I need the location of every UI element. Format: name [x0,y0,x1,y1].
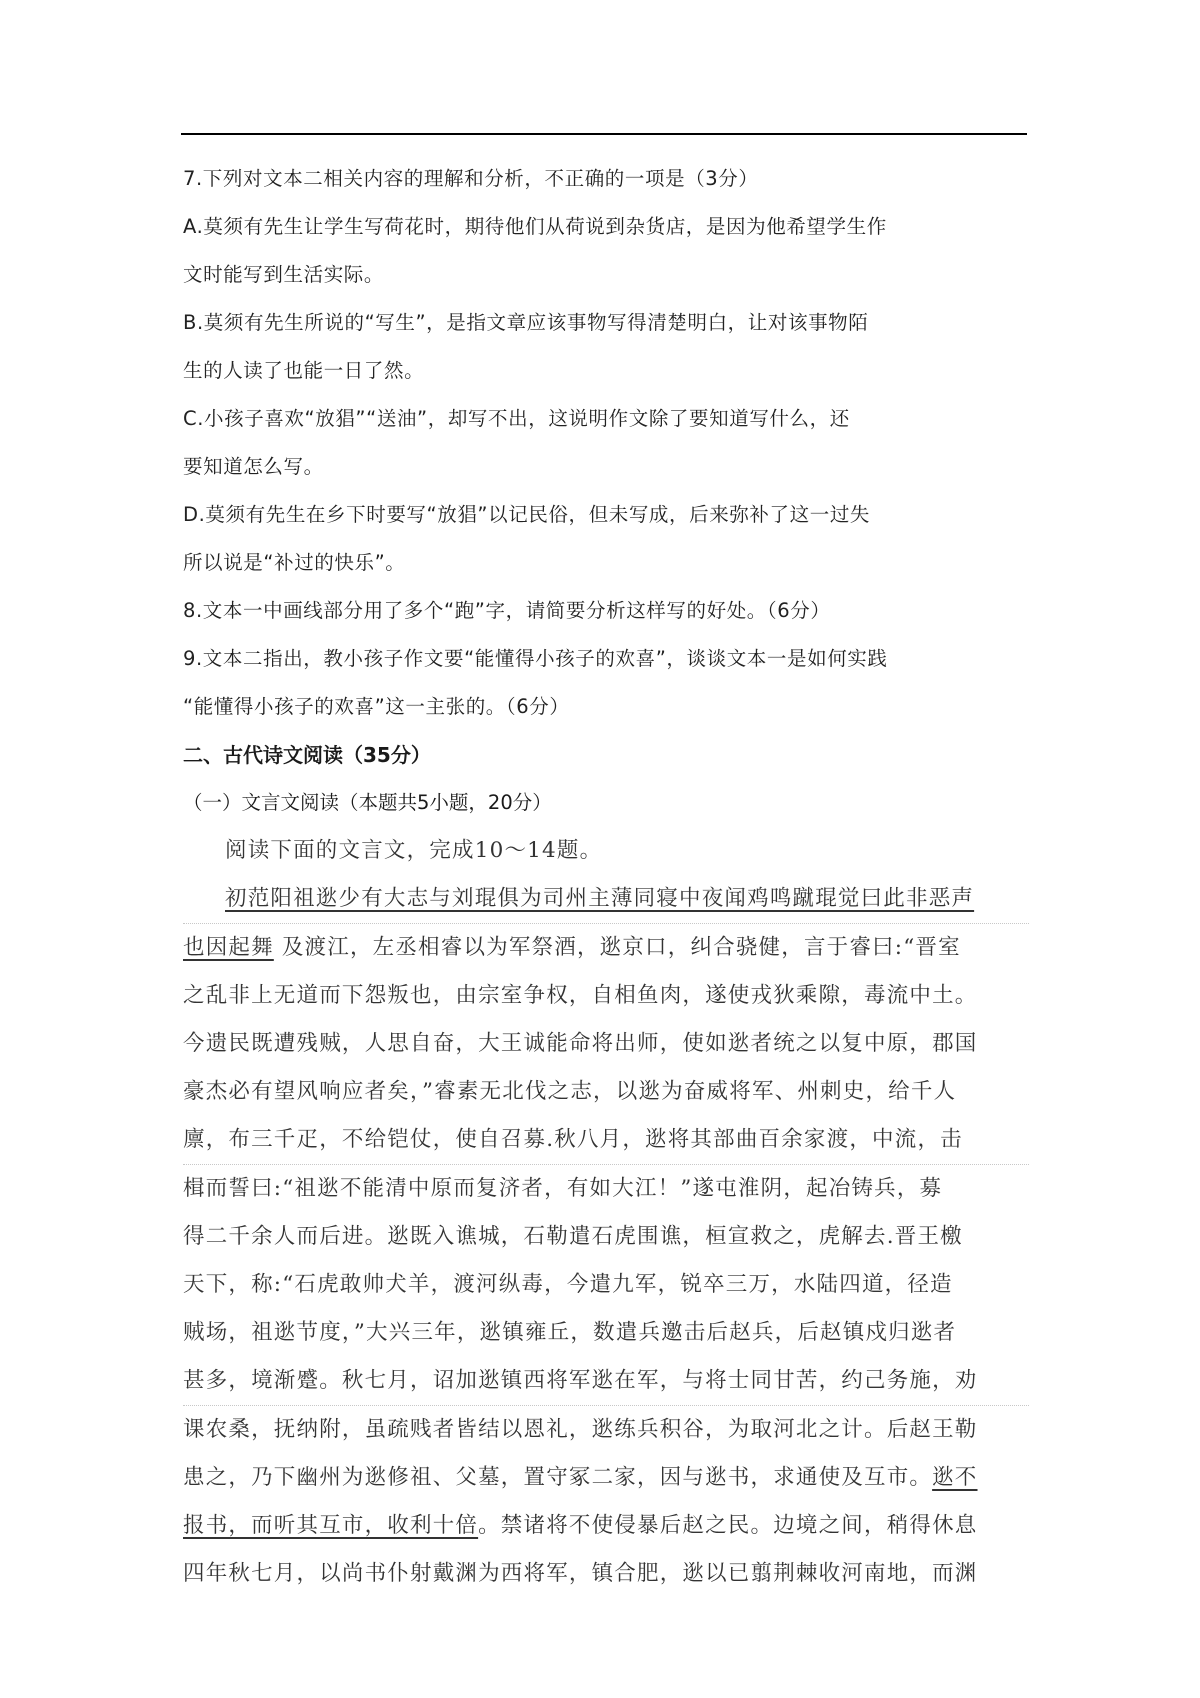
passage-line: 四年秋七月，以尚书仆射戴渊为西将军，镇合肥，逖以已翦荆棘收河南地，而渊 [183,1561,978,1586]
passage-line: 豪杰必有望风响应者矣，”睿素无北伐之志，以逖为奋威将军、州刺史，给千人 [183,1079,957,1104]
passage-line: 天下，称:“石虎敢帅犬羊，渡河纵毒，今遣九军，锐卒三万，水陆四道，径造 [183,1272,953,1297]
passage-line: 之乱非上无道而下怨叛也，由宗室争权，自相鱼肉，遂使戎狄乘隙，毒流中土。 [183,983,978,1008]
q9-line1: 9.文本二指出，教小孩子作文要“能懂得小孩子的欢喜”，谈谈文本一是如何实践 [183,647,888,670]
underlined-passage-segment: 初范阳祖逖少有大志与刘琨俱为司州主薄同寝中夜闻鸡鸣蹴琨觉曰此非恶声 [225,886,975,911]
underlined-passage-segment: 报书，而听其互市，收利十倍 [183,1513,479,1538]
exam-page [183,155,1029,1598]
q7-option-c-line2: 要知道怎么写。 [183,455,324,478]
passage-text: 。禁诸将不使侵暴后赵之民。边境之间，稍得休息 [478,1513,978,1538]
q7-option-d-line2: 所以说是“补过的快乐”。 [183,551,406,574]
q7-option-a-line1: A.莫须有先生让学生写荷花时，期待他们从荷说到杂货店，是因为他希望学生作 [183,215,887,238]
passage-text: 及渡江，左丞相睿以为军祭酒，逖京口，纠合骁健，言于睿曰:“晋室 [281,935,961,960]
passage-line [183,1502,1029,1550]
q7-option-a-line2: 文时能写到生活实际。 [183,263,385,286]
q7-option-b-line2: 生的人读了也能一日了然。 [183,359,425,382]
passage-text: 患之，乃下幽州为逖修祖、父墓，置守冢二家，因与逖书，求通使及互市。 [183,1465,933,1490]
q8-stem: 8.文本一中画线部分用了多个“跑”字，请简要分析这样写的好处。（6分） [183,599,831,622]
q7-option-c-line1: C.小孩子喜欢“放猖”“送油”，却写不出，这说明作文除了要知道写什么，还 [183,407,850,430]
q9-line2: “能懂得小孩子的欢喜”这一主张的。（6分） [183,695,570,718]
q7-stem: 7.下列对文本二相关内容的理解和分析，不正确的一项是（3分） [183,167,759,190]
passage-line [183,1454,1029,1502]
passage-line [183,924,1029,972]
passage-line: 贼场，祖逖节度，”大兴三年，逖镇雍丘，数遣兵邀击后赵兵，后赵镇戍归逖者 [183,1320,957,1345]
underlined-passage-segment: 也因起舞 [183,935,274,960]
top-rule [181,133,1027,135]
q7-option-b-line1: B.莫须有先生所说的“写生”，是指文章应该事物写得清楚明白，让对该事物陌 [183,311,869,334]
passage-line: 楫而誓曰:“祖逖不能清中原而复济者，有如大江！”遂屯淮阴，起冶铸兵，募 [183,1176,943,1201]
passage-line: 甚多，境渐蹙。秋七月，诏加逖镇西将军逖在军，与将士同甘苦，约己务施，劝 [183,1357,1029,1406]
q7-option-d-line1: D.莫须有先生在乡下时要写“放猖”以记民俗，但未写成，后来弥补了这一过失 [183,503,871,526]
subsection-title: （一）文言文阅读（本题共5小题，20分） [183,791,552,814]
passage-line: 廪，布三千疋，不给铠仗，使自召募.秋八月，逖将其部曲百余家渡，中流，击 [183,1116,1029,1165]
passage-line: 课农桑，抚纳附，虽疏贱者皆结以恩礼，逖练兵积谷，为取河北之计。后赵王勒 [183,1417,978,1442]
section-title: 二、古代诗文阅读（35分） [183,743,431,767]
passage-line: 得二千余人而后进。逖既入谯城，石勒遣石虎围谯，桓宣救之，虎解去.晋王檄 [183,1224,963,1249]
passage-line [183,875,1029,924]
passage-line: 今遗民既遭残贼，人思自奋，大王诚能命将出师，使如逖者统之以复中原，郡国 [183,1031,978,1056]
underlined-passage-segment: 逖不 [932,1465,978,1490]
passage-instruction: 阅读下面的文言文，完成10～14题。 [225,838,603,863]
